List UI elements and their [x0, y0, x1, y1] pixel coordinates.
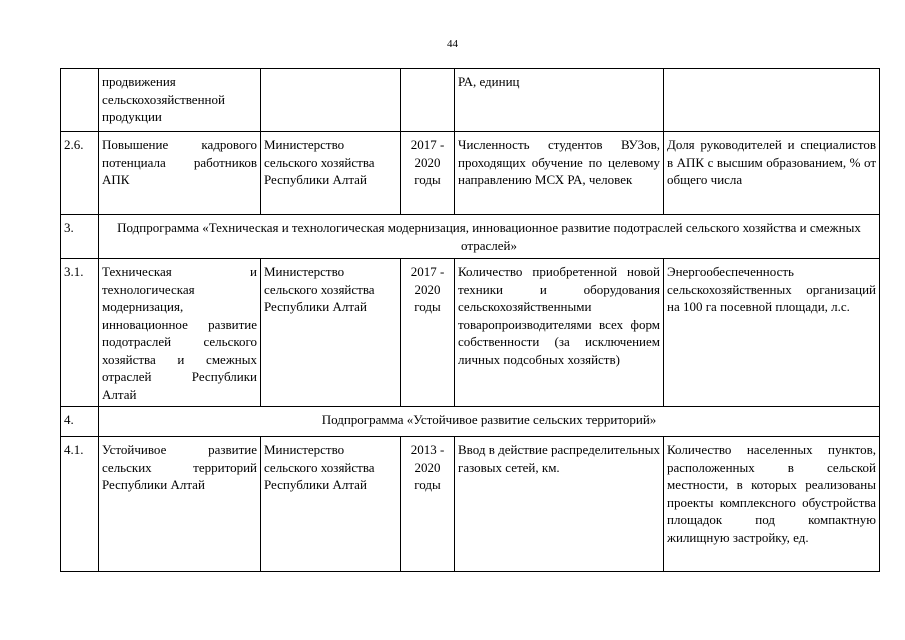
subprogram-row — [61, 407, 880, 437]
indicator: Численность студентов ВУЗов, проходящих обучение по целевому направлению МСХ РА, человек — [455, 132, 664, 215]
row-number: 3.1. — [61, 259, 99, 407]
result-indicator: Количество населенных пунктов, расположенных в сельской местности, в которых реализованы проекты комплексного обустройства площадок под компактную жилищную застройку, ед. — [664, 437, 880, 572]
table-row — [61, 69, 880, 132]
event-name: продвижения сельскохозяйственной продукции — [99, 69, 261, 132]
event-name: Устойчивое развитие сельских территорий Республики Алтай — [99, 437, 261, 572]
page-number: 44 — [447, 38, 458, 50]
responsible-ministry: Министерство сельского хозяйства Республики Алтай — [261, 437, 401, 572]
responsible-ministry: Министерство сельского хозяйства Республики Алтай — [261, 259, 401, 407]
result-indicator: Энергообеспеченность сельскохозяйственных организаций на 100 га посевной площади, л.с. — [664, 259, 880, 407]
indicator: Количество приобретенной новой техники и оборудования сельскохозяйственными товаропроизводителями всех форм собственности (за исключением личных подсобных хозяйств) — [455, 259, 664, 407]
responsible-ministry — [261, 69, 401, 132]
period: 2013 - 2020 годы — [401, 437, 455, 572]
period: 2017 - 2020 годы — [401, 259, 455, 407]
indicator: РА, единиц — [455, 69, 664, 132]
row-number: 2.6. — [61, 132, 99, 215]
subprogram-title: Подпрограмма «Устойчивое развитие сельских территорий» — [99, 407, 880, 437]
row-number: 3. — [61, 215, 99, 259]
indicator: Ввод в действие распределительных газовых сетей, км. — [455, 437, 664, 572]
period — [401, 69, 455, 132]
subprogram-title: Подпрограмма «Техническая и технологическая модернизация, инновационное развитие подотраслей сельского хозяйства и смежных отраслей» — [99, 215, 880, 259]
event-name: Повышение кадрового потенциала работников АПК — [99, 132, 261, 215]
result-indicator — [664, 69, 880, 132]
table-row — [61, 259, 880, 407]
period: 2017 - 2020 годы — [401, 132, 455, 215]
result-indicator: Доля руководителей и специалистов в АПК с высшим образованием, % от общего числа — [664, 132, 880, 215]
subprogram-row — [61, 215, 880, 259]
table-row — [61, 132, 880, 215]
program-table — [60, 68, 880, 572]
row-number: 4.1. — [61, 437, 99, 572]
table-row — [61, 437, 880, 572]
row-number: 4. — [61, 407, 99, 437]
event-name: Техническая и технологическая модернизация, инновационное развитие подотраслей сельского хозяйства и смежных отраслей Республики Алтай — [99, 259, 261, 407]
responsible-ministry: Министерство сельского хозяйства Республики Алтай — [261, 132, 401, 215]
row-number — [61, 69, 99, 132]
